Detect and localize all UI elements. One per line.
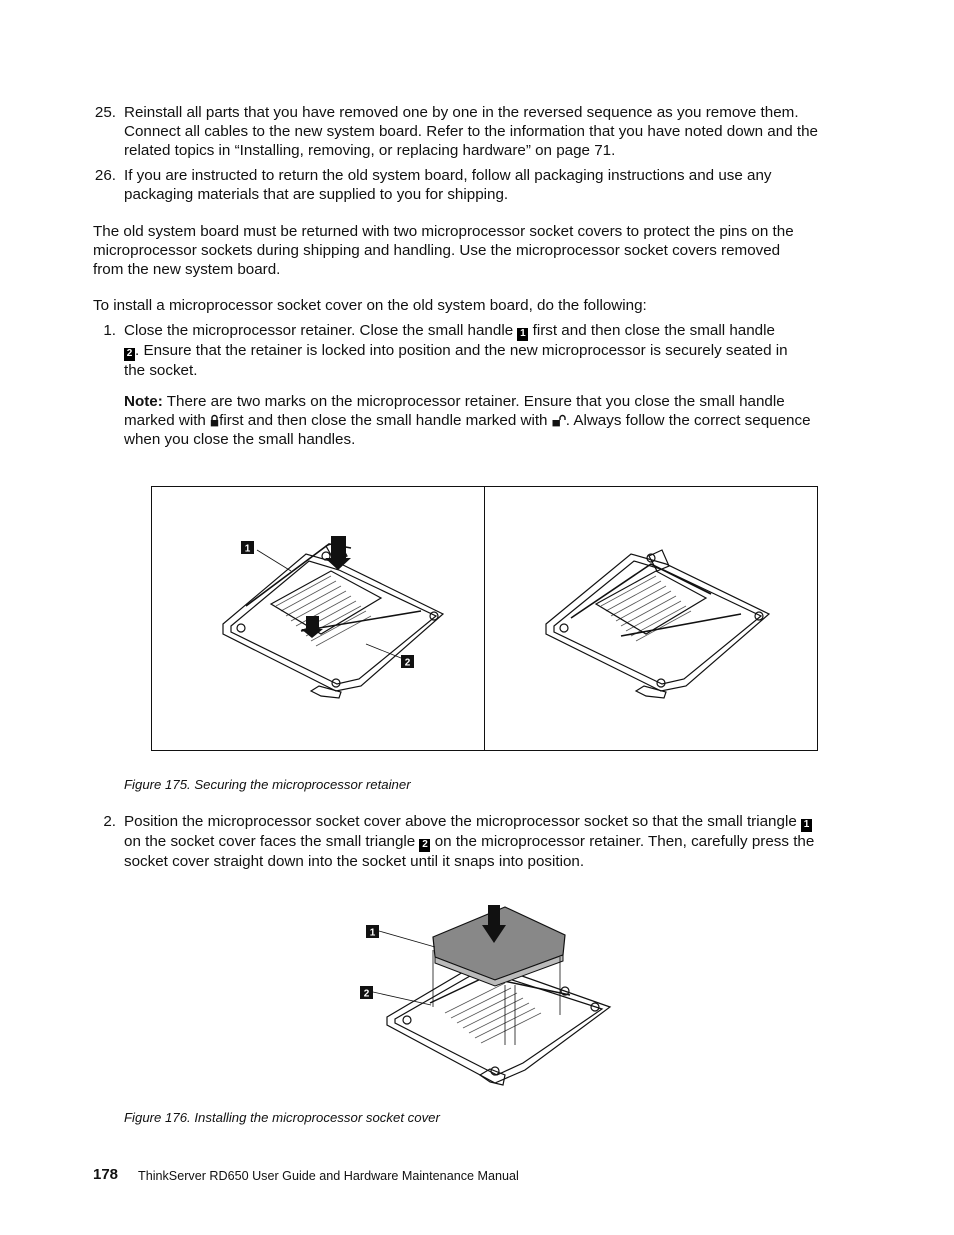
step-number: 1. (103, 322, 116, 339)
text-line: when you close the small handles. (124, 431, 356, 448)
step-number: 25. (94, 104, 116, 121)
text-line: related topics in “Installing, removing, or replacing hardware” on page 71. (124, 142, 616, 159)
step-number: 26. (94, 167, 116, 184)
text-line (124, 411, 846, 430)
text-span: There are two marks on the microprocessor retainer. Ensure that you close the small handle (166, 393, 785, 410)
step-text (124, 812, 846, 871)
text-line: the socket. (124, 362, 198, 379)
callout-badge: 1 (517, 328, 528, 341)
text-span: marked with (124, 412, 206, 429)
text-line: from the new system board. (93, 261, 281, 278)
paragraph (93, 222, 848, 279)
figure-175 (151, 486, 818, 751)
callout-badge: 2 (419, 839, 430, 852)
text-line: microprocessor sockets during shipping and handling. Use the microprocessor socket covers removed (93, 242, 781, 259)
step-text (124, 321, 846, 380)
text-line (124, 341, 846, 361)
figure-175-illustration (151, 486, 818, 751)
figure-caption: Figure 176. Installing the microprocessor socket cover (124, 1110, 440, 1125)
text-line: The old system board must be returned with two microprocessor socket covers to protect the pins on the (93, 223, 794, 240)
callout-label: 2 (363, 988, 370, 1000)
callout-label: 1 (369, 927, 376, 939)
callout-label: 1 (244, 543, 251, 555)
page-number: 178 (93, 1166, 119, 1183)
callout-label: 2 (404, 657, 411, 669)
callout-badge: 1 (801, 819, 812, 832)
text-span: . Ensure that the retainer is locked into position and the new microprocessor is securely seated in (135, 342, 788, 359)
figure-176 (355, 895, 615, 1090)
document-title: ThinkServer RD650 User Guide and Hardware Maintenance Manual (138, 1169, 519, 1183)
text-line (124, 392, 846, 411)
lock-open-icon (552, 414, 566, 427)
callout-badge: 2 (124, 348, 135, 361)
figure-caption: Figure 175. Securing the microprocessor retainer (124, 777, 411, 792)
text-line: packaging materials that are supplied to you for shipping. (124, 186, 509, 203)
text-span: Position the microprocessor socket cover above the microprocessor socket so that the small triangle (124, 813, 797, 830)
text-line: Reinstall all parts that you have removed one by one in the reversed sequence as you remove them. (124, 104, 799, 121)
note (124, 392, 846, 449)
text-span: . Always follow the correct sequence (565, 412, 811, 429)
text-span: Close the microprocessor retainer. Close the small handle (124, 322, 514, 339)
step-text (124, 103, 846, 160)
paragraph: To install a microprocessor socket cover on the old system board, do the following: (93, 297, 647, 314)
text-span: first and then close the small handle marked with (219, 412, 548, 429)
figure-176-illustration (355, 895, 615, 1090)
text-line (124, 321, 846, 341)
text-span: on the socket cover faces the small triangle (124, 833, 416, 850)
text-line: socket cover straight down into the socket until it snaps into position. (124, 853, 585, 870)
text-span: first and then close the small handle (532, 322, 775, 339)
note-label: Note: (124, 393, 163, 410)
text-line (124, 812, 846, 832)
text-line: If you are instructed to return the old system board, follow all packaging instructions and use any (124, 167, 772, 184)
text-line: Connect all cables to the new system board. Refer to the information that you have noted down and the (124, 123, 818, 140)
text-line (124, 832, 846, 852)
step-text (124, 166, 846, 204)
lock-closed-icon (210, 414, 219, 427)
text-span: on the microprocessor retainer. Then, carefully press the (434, 833, 815, 850)
step-number: 2. (103, 813, 116, 830)
